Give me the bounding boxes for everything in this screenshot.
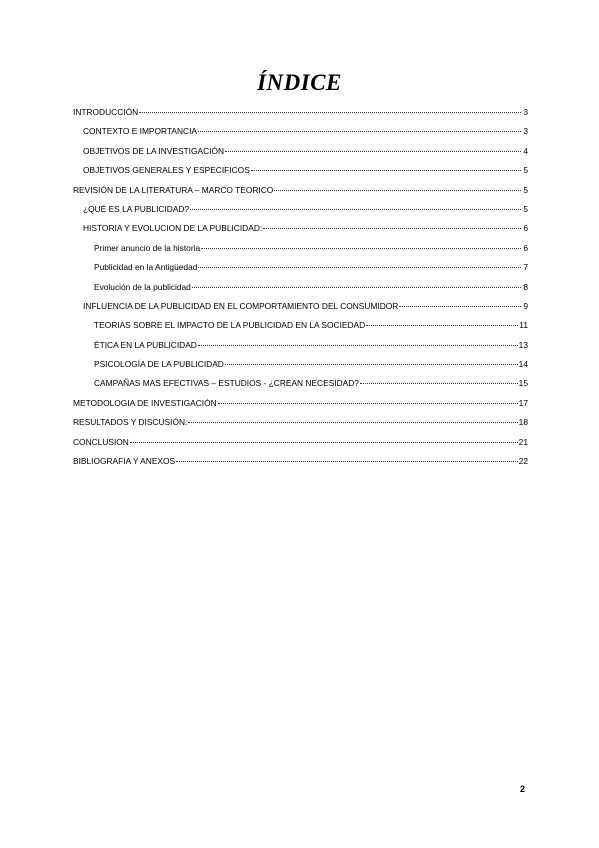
toc-entry-label: BIBLIOGRAFIA Y ANEXOS (73, 456, 176, 467)
toc-entry-page: 3 (523, 126, 528, 137)
toc-entry-label: OBJETIVOS GENERALES Y ESPECIFICOS (83, 165, 250, 176)
toc-dot-leader (201, 248, 521, 249)
toc-dot-leader (198, 345, 518, 346)
toc-entry[interactable] (73, 243, 528, 262)
toc-dot-leader (139, 112, 521, 113)
toc-entry-page: 3 (523, 107, 528, 117)
toc-entry-label: Evolución de la publicidad (94, 281, 191, 292)
toc-entry-label: Primer anuncio de la historia (94, 242, 201, 253)
document-title: ÍNDICE (257, 70, 342, 95)
toc-entry-label: TEORIAS SOBRE EL IMPACTO DE LA PUBLICIDAD EN LA SOCIEDAD (94, 320, 366, 331)
toc-entry[interactable] (73, 185, 528, 204)
toc-entry[interactable] (73, 282, 528, 301)
toc-dot-leader (130, 442, 518, 443)
toc-entry-label: Publicidad en la Antigüedad (94, 262, 198, 273)
toc-entry-page: 15 (518, 378, 528, 389)
toc-entry-page: 9 (523, 300, 528, 311)
toc-entry-label: INTRODUCCIÓN (73, 107, 139, 117)
toc-dot-leader (399, 306, 521, 307)
toc-entry[interactable] (73, 456, 528, 475)
toc-dot-leader (198, 131, 521, 132)
toc-entry[interactable] (73, 262, 528, 281)
toc-entry[interactable] (73, 146, 528, 165)
toc-entry-page: 6 (523, 223, 528, 234)
toc-entry-label: ¿QUÉ ES LA PUBLICIDAD? (83, 203, 190, 214)
toc-entry-page: 5 (523, 165, 528, 176)
toc-entry[interactable] (73, 165, 528, 184)
toc-entry-page: 11 (519, 320, 528, 331)
toc-dot-leader (225, 151, 521, 152)
toc-entry-page: 8 (523, 281, 528, 292)
toc-entry-label: HISTORIA Y EVOLUCION DE LA PUBLICIDAD: (83, 223, 263, 234)
toc-entry[interactable] (73, 107, 528, 126)
toc-entry-label: RESULTADOS Y DISCUSIÓN: (73, 417, 188, 428)
toc-entry-label: PSICOLOGÍA DE LA PUBLICIDAD (94, 359, 224, 370)
toc-entry-page: 22 (518, 456, 528, 467)
toc-dot-leader (366, 325, 518, 326)
toc-dot-leader (198, 267, 521, 268)
toc-entry[interactable] (73, 398, 528, 417)
toc-entry-label: METODOLOGIA DE INVESTIGACIÓN (73, 397, 217, 408)
toc-entry-label: CAMPAÑAS MAS EFECTIVAS – ESTUDIOS - ¿CREAN NECESIDAD? (94, 378, 359, 389)
toc-dot-leader (263, 228, 521, 229)
toc-dot-leader (190, 209, 521, 210)
toc-entry-label: CONCLUSION (73, 436, 129, 447)
toc-entry-page: 6 (523, 242, 528, 253)
page-number: 2 (520, 784, 526, 794)
toc-dot-leader (251, 170, 521, 171)
toc-entry[interactable] (73, 359, 528, 378)
toc-dot-leader (360, 383, 518, 384)
toc-entry-page: 18 (518, 417, 528, 428)
toc-entry-page: 17 (518, 397, 528, 408)
toc-entry-label: REVISIÓN DE LA LITERATURA – MARCO TEORICO (73, 184, 274, 195)
toc-entry[interactable] (73, 223, 528, 242)
toc-entry-label: INFLUENCIA DE LA PUBLICIDAD EN EL COMPORTAMIENTO DEL CONSUMIDOR (83, 300, 399, 311)
toc-entry[interactable] (73, 301, 528, 320)
toc-entry[interactable] (73, 417, 528, 436)
toc-entry[interactable] (73, 320, 528, 339)
toc-dot-leader (274, 190, 521, 191)
toc-entry-page: 5 (523, 184, 528, 195)
toc-entry-page: 21 (518, 436, 528, 447)
toc-entry-page: 13 (518, 339, 528, 350)
toc-dot-leader (225, 364, 518, 365)
toc-entry[interactable] (73, 437, 528, 456)
toc-entry[interactable] (73, 340, 528, 359)
toc-entry-page: 14 (518, 359, 528, 370)
toc-entry-page: 5 (523, 203, 528, 214)
toc-dot-leader (176, 461, 518, 462)
table-of-contents (73, 107, 528, 475)
toc-entry-label: OBJETIVOS DE LA INVESTIGACIÓN (83, 145, 225, 156)
toc-entry-page: 7 (523, 262, 528, 273)
toc-entry-label: CONTEXTO E IMPORTANCIA (83, 126, 198, 137)
toc-entry[interactable] (73, 378, 528, 397)
toc-dot-leader (218, 403, 518, 404)
toc-entry[interactable] (73, 204, 528, 223)
toc-entry-label: ÉTICA EN LA PUBLICIDAD (94, 339, 197, 350)
toc-dot-leader (192, 287, 521, 288)
toc-entry[interactable] (73, 126, 528, 145)
toc-dot-leader (188, 422, 517, 423)
toc-entry-page: 4 (523, 145, 528, 156)
